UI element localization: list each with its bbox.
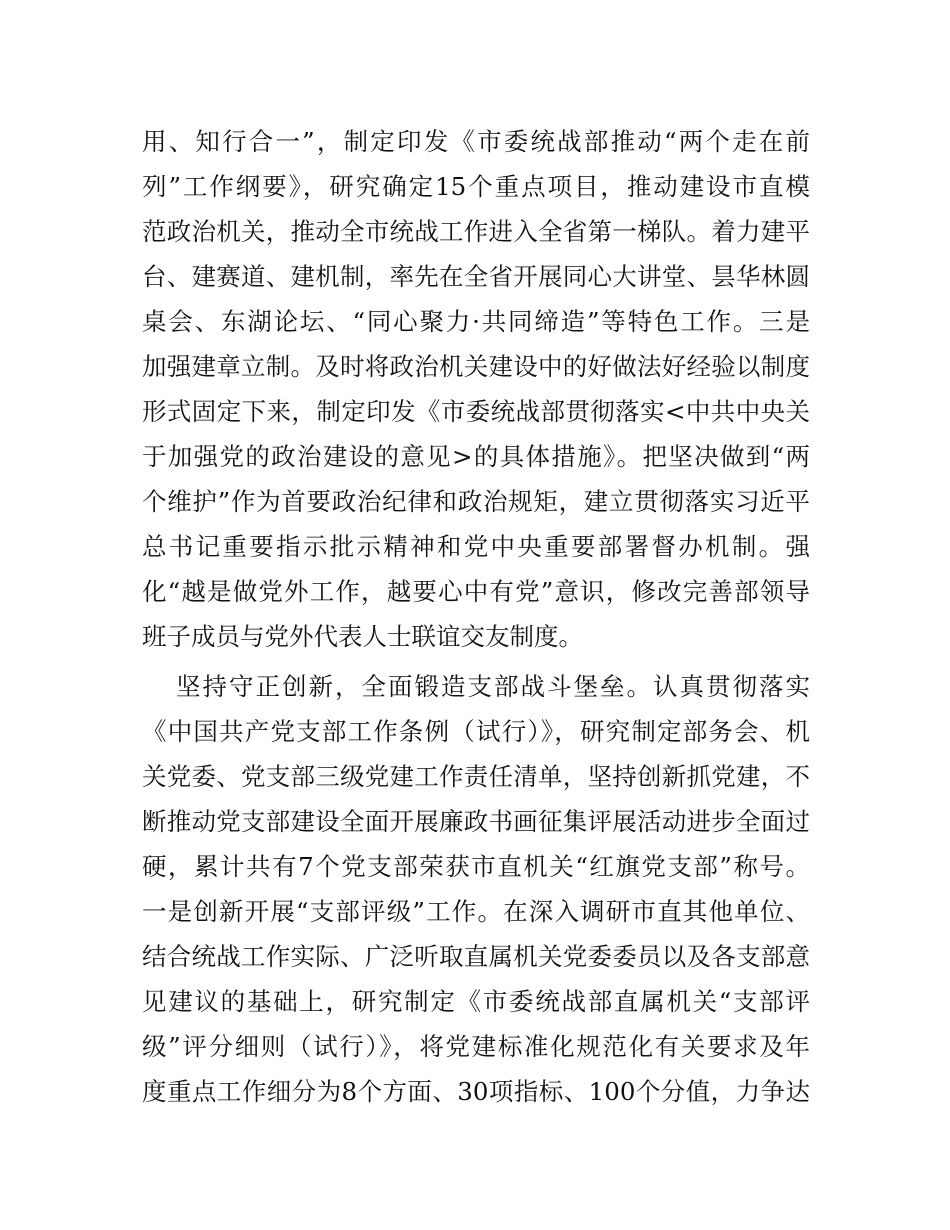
paragraph-1-line-5: 桌会、东湖论坛、“同心聚力·共同缔造”等特色工作。三是 — [142, 307, 810, 336]
paragraph-2-line-3: 关党委、党支部三级党建工作责任清单，坚持创新抓党建，不 — [142, 762, 810, 791]
paragraph-1-line-9: 个维护”作为首要政治纪律和政治规矩，建立贯彻落实习近平 — [142, 487, 810, 516]
paragraph-2-line-7: 结合统战工作实际、广泛听取直属机关党委委员以及各支部意 — [142, 942, 810, 971]
paragraph-1-line-8: 于加强党的政治建设的意见>的具体措施》。把坚决做到“两 — [142, 442, 810, 471]
paragraph-1-line-2: 列”工作纲要》，研究确定15个重点项目，推动建设市直模 — [142, 172, 810, 201]
paragraph-1-line-12: 班子成员与党外代表人士联谊交友制度。 — [142, 622, 583, 651]
paragraph-1-line-7: 形式固定下来，制定印发《市委统战部贯彻落实<中共中央关 — [142, 397, 810, 426]
paragraph-2-line-1: 坚持守正创新，全面锻造支部战斗堡垒。认真贯彻落实 — [176, 672, 810, 701]
paragraph-2-line-2: 《中国共产党支部工作条例（试行）》，研究制定部务会、机 — [142, 717, 810, 746]
paragraph-1-line-6: 加强建章立制。及时将政治机关建设中的好做法好经验以制度 — [142, 352, 810, 381]
paragraph-2-line-5: 硬，累计共有7个党支部荣获市直机关“红旗党支部”称号。 — [142, 852, 810, 881]
paragraph-1-line-1: 用、知行合一”，制定印发《市委统战部推动“两个走在前 — [142, 127, 810, 156]
paragraph-2-line-8: 见建议的基础上，研究制定《市委统战部直属机关“支部评 — [142, 987, 810, 1016]
paragraph-2-line-9: 级”评分细则（试行）》，将党建标准化规范化有关要求及年 — [142, 1032, 810, 1061]
paragraph-1-line-4: 台、建赛道、建机制，率先在全省开展同心大讲堂、昙华林圆 — [142, 262, 810, 291]
paragraph-1-line-11: 化“越是做党外工作，越要心中有党”意识，修改完善部领导 — [142, 577, 810, 606]
paragraph-2-line-4: 断推动党支部建设全面开展廉政书画征集评展活动进步全面过 — [142, 807, 810, 836]
paragraph-2-line-6: 一是创新开展“支部评级”工作。在深入调研市直其他单位、 — [142, 897, 810, 926]
paragraph-1-line-3: 范政治机关，推动全市统战工作进入全省第一梯队。着力建平 — [142, 217, 810, 246]
paragraph-1-line-10: 总书记重要指示批示精神和党中央重要部署督办机制。强 — [142, 532, 810, 561]
paragraph-2-line-10: 度重点工作细分为8个方面、30项指标、100个分值，力争达 — [142, 1077, 810, 1106]
